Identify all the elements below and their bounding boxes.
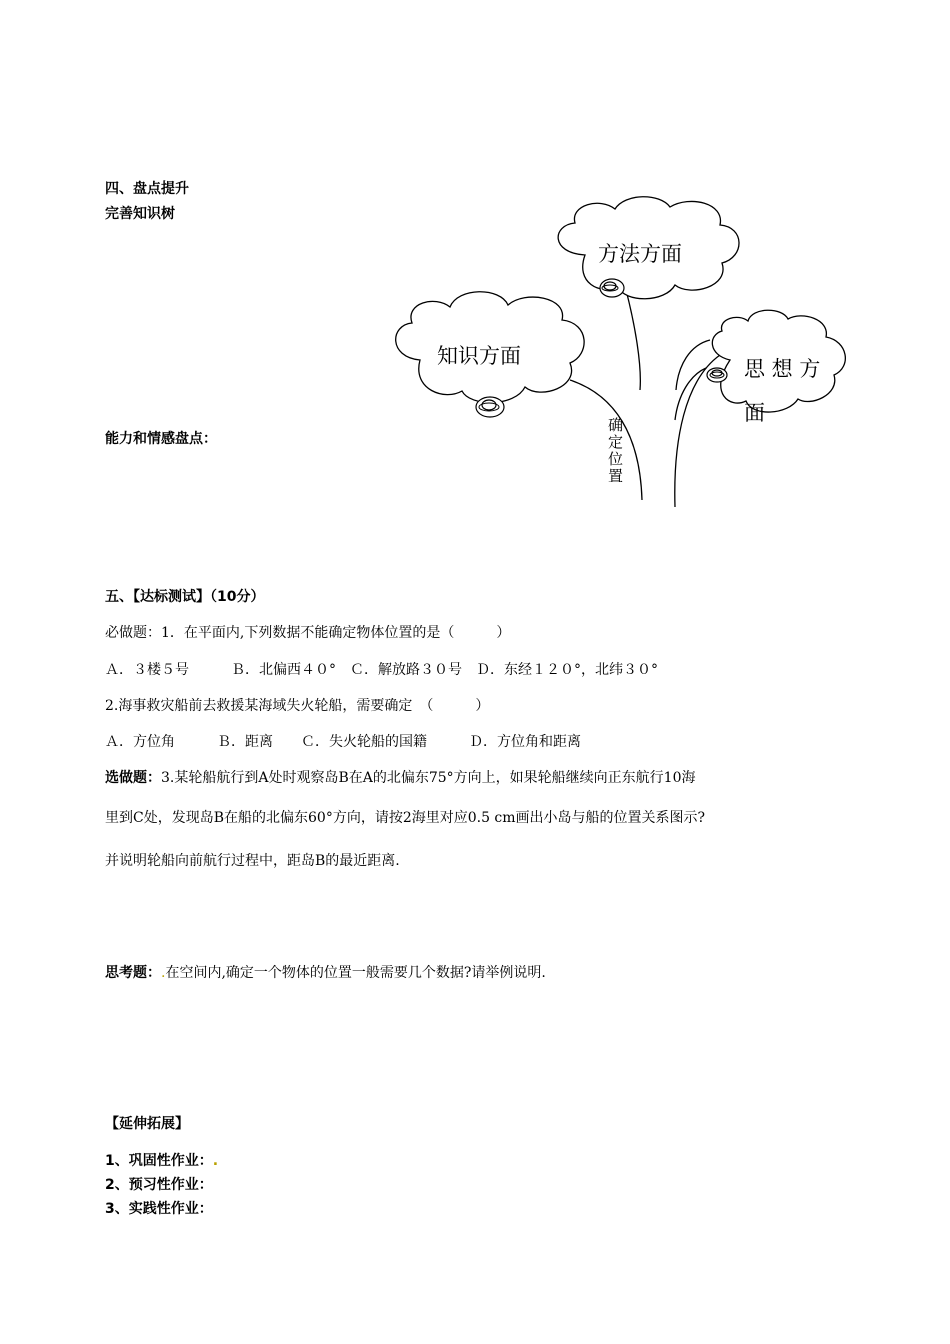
extension-item-1-dot: .: [212, 1153, 219, 1169]
extension-item-1-label: 1、巩固性作业：: [105, 1153, 213, 1169]
think-question-label: 思考题：: [105, 965, 161, 981]
branch-label-char: 位: [608, 450, 624, 468]
section4-heading: 四、盘点提升: [105, 181, 189, 197]
question-3-line3: 并说明轮船向前航行过程中，距岛B的最近距离.: [105, 853, 400, 869]
think-question: [105, 962, 546, 982]
section4-subheading: 完善知识树: [105, 206, 175, 222]
think-question-text: 在空间内,确定一个物体的位置一般需要几个数据?请举例说明.: [165, 965, 546, 981]
branch-label-char: 置: [608, 467, 624, 485]
branch-label-char: 确: [608, 416, 624, 434]
method-cloud-label: 方法方面: [598, 242, 682, 266]
question-3-line1: [105, 767, 696, 787]
trunk-branch-right-inner: [676, 340, 710, 390]
question-3-label: 选做题：: [105, 770, 161, 786]
question-2: 2.海事救灾船前去救援某海域失火轮船，需要确定 （ ）: [105, 698, 490, 714]
question-2-options: Ａ．方位角 Ｂ．距离 Ｃ．失火轮船的国籍 Ｄ．方位角和距离: [105, 734, 581, 750]
thought-cloud-label-line2: 面: [744, 401, 765, 425]
branch-label: [608, 417, 623, 485]
trunk-branch-left: [570, 380, 642, 500]
extension-item-2: 2、预习性作业：: [105, 1177, 213, 1193]
section5-heading: 五、【达标测试】（10分）: [105, 589, 265, 605]
extension-item-1: [105, 1150, 218, 1170]
knowledge-cloud-label: 知识方面: [437, 344, 521, 368]
branch-label-char: 定: [608, 433, 624, 451]
question-3-line2: 里到C处，发现岛B在船的北偏东60°方向，请按2海里对应0.5 cm画出小岛与船的位置关系图示?: [105, 810, 706, 826]
question-3-text-line1: 3.某轮船航行到A处时观察岛B在A的北偏东75°方向上，如果轮船继续向正东航行10海: [161, 770, 696, 786]
trunk-branch-center: [626, 290, 640, 390]
extension-item-3: 3、实践性作业：: [105, 1201, 213, 1217]
thought-cloud-label-line1: 思 想 方: [744, 357, 821, 381]
extension-heading: 【延伸拓展】: [105, 1116, 189, 1132]
think-question-dot: .: [161, 965, 166, 981]
question-1: 必做题：1．在平面内,下列数据不能确定物体位置的是（ ）: [105, 625, 511, 641]
question-1-options: Ａ．３楼５号 Ｂ．北偏西４０° Ｃ．解放路３０号 Ｄ．东经１２０°，北纬３０°: [105, 662, 658, 678]
ability-label: 能力和情感盘点：: [105, 431, 217, 447]
